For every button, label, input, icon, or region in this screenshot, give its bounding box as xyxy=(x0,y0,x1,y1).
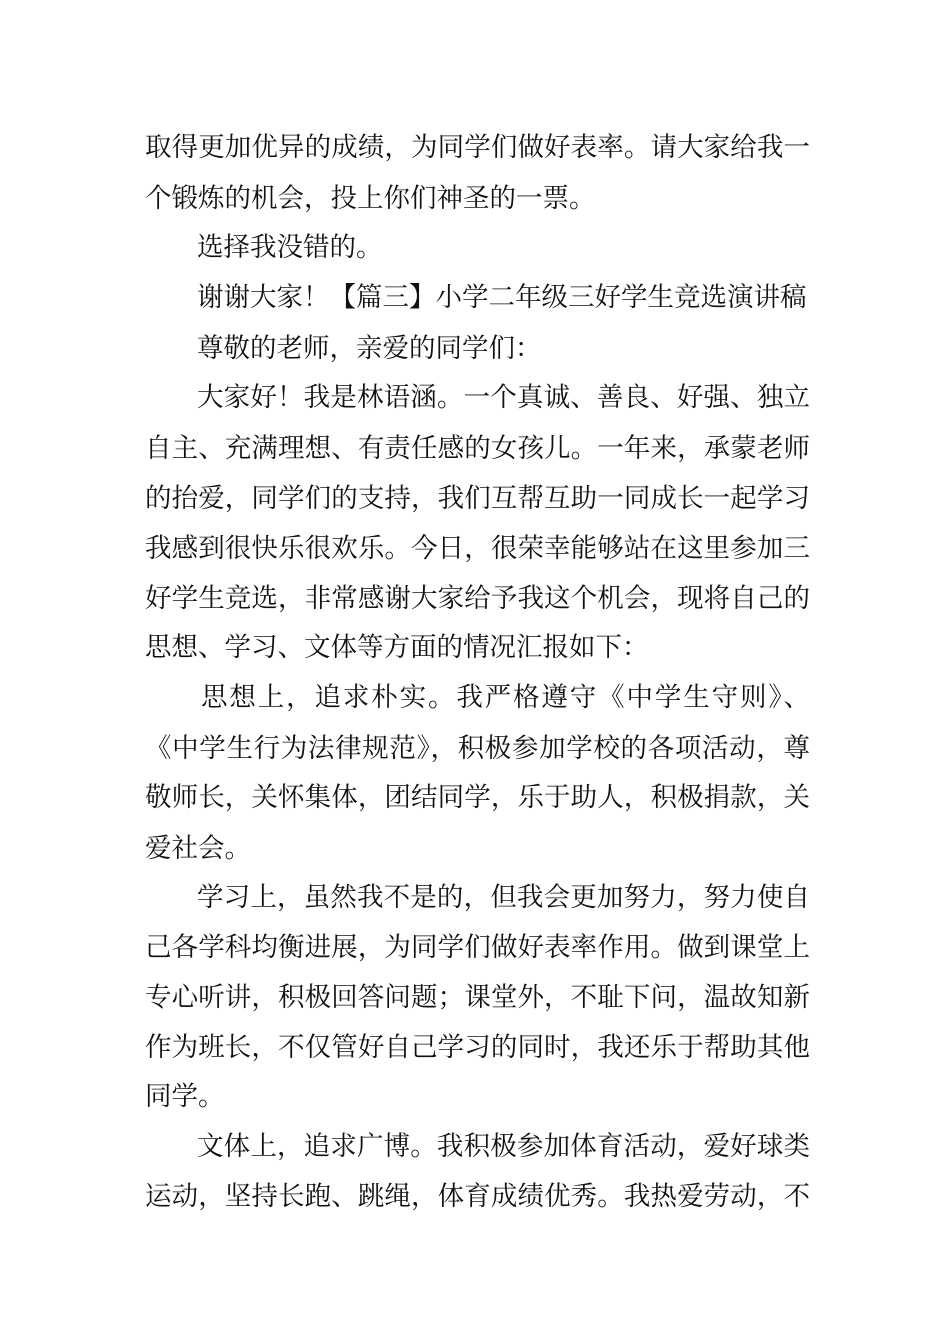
text-line: 思想、学习、文体等方面的情况汇报如下： xyxy=(145,632,649,663)
text-line: 尊敬的老师，亲爱的同学们： xyxy=(197,333,542,364)
text-line: 敬师长，关怀集体，团结同学，乐于助人，积极捐款，关 xyxy=(145,782,810,813)
text-line: 思想上，追求朴实。我严格遵守《中学生守则》、 xyxy=(201,682,810,713)
text-line: 爱社会。 xyxy=(145,833,251,864)
text-line: 取得更加优异的成绩，为同学们做好表率。请大家给我一 xyxy=(145,132,810,163)
text-line: 的抬爱，同学们的支持，我们互帮互助一同成长一起学习 xyxy=(145,483,810,514)
text-line: 《中学生行为法律规范》，积极参加学校的各项活动，尊 xyxy=(145,733,810,764)
text-line: 选择我没错的。 xyxy=(197,232,383,263)
text-line: 同学。 xyxy=(145,1081,225,1112)
text-line: 作为班长，不仅管好自己学习的同时，我还乐于帮助其他 xyxy=(145,1032,810,1063)
text-line: 大家好！我是林语涵。一个真诚、善良、好强、独立 xyxy=(197,382,810,413)
text-line: 文体上，追求广博。我积极参加体育活动，爱好球类 xyxy=(197,1131,810,1162)
text-line: 己各学科均衡进展，为同学们做好表率作用。做到课堂上 xyxy=(145,932,810,963)
text-line: 谢谢大家！【篇三】小学二年级三好学生竞选演讲稿 xyxy=(197,282,807,313)
text-line: 好学生竞选，非常感谢大家给予我这个机会，现将自己的 xyxy=(145,583,810,614)
text-line: 学习上，虽然我不是的，但我会更加努力，努力使自 xyxy=(197,882,810,913)
text-line: 运动，坚持长跑、跳绳，体育成绩优秀。我热爱劳动，不 xyxy=(145,1181,810,1212)
text-line: 专心听讲，积极回答问题；课堂外，不耻下问，温故知新 xyxy=(145,982,810,1013)
text-line: 我感到很快乐很欢乐。今日，很荣幸能够站在这里参加三 xyxy=(145,533,810,564)
text-line: 个锻炼的机会，投上你们神圣的一票。 xyxy=(145,183,596,214)
text-line: 自主、充满理想、有责任感的女孩儿。一年来，承蒙老师 xyxy=(145,433,810,464)
